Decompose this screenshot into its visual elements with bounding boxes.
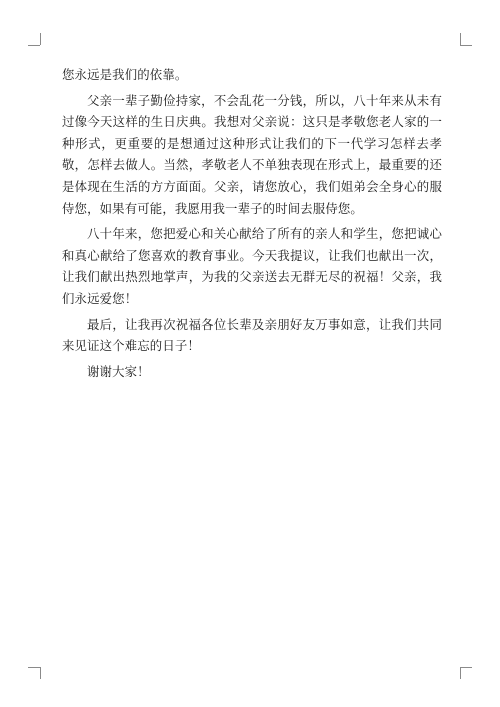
paragraph-frugal-father: 父亲一辈子勤俭持家，不会乱花一分钱，所以，八十年来从未有过像今天这样的生日庆典。我想对父亲说：这只是孝敬您老人家的一种形式，更重要的是想通过这种形式让我们的下一代学习怎样去孝敬，怎样去做人。当然，孝敬老人不单独表现在形式上，最重要的还是体现在生活的方方面面。父亲，请您放心，我们姐弟会全身心的服侍您，如果有可能，我愿用我一辈子的时间去服侍您。 (62, 92, 442, 216)
paragraph-continuation: 您永远是我们的依靠。 (62, 67, 188, 82)
document-body (62, 64, 442, 386)
paragraph-eighty-years: 八十年来，您把爱心和关心献给了所有的亲人和学生，您把诚心和真心献给了您喜欢的教育事业。今天我提议，让我们也献出一次，让我们献出热烈地掌声，为我的父亲送去无群无尽的祝福！父亲，我们永远爱您！ (62, 226, 442, 306)
paragraph-thanks: 谢谢大家！ (87, 363, 150, 379)
paragraph-closing-blessing: 最后，让我再次祝福各位长辈及亲朋好友万事如意，让我们共同来见证这个难忘的日子！ (62, 316, 442, 354)
